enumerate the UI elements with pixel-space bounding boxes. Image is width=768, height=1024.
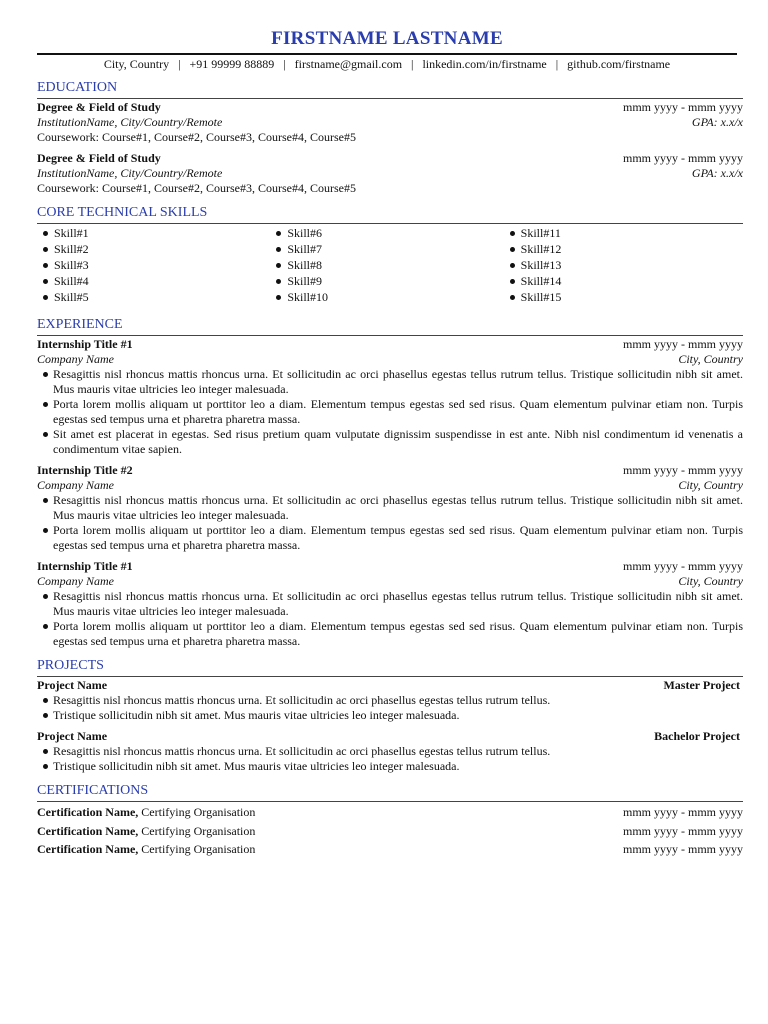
company: Company Name <box>37 478 114 492</box>
location: City, Country <box>678 574 743 588</box>
location: City, Country <box>678 352 743 366</box>
bullet-icon <box>43 295 48 300</box>
bullet-icon <box>43 749 48 754</box>
contact-location: City, Country <box>103 57 170 71</box>
resume-header <box>37 28 737 71</box>
project-type: Bachelor Project <box>654 729 740 743</box>
bullet-icon <box>43 247 48 252</box>
experience-entry <box>37 337 743 457</box>
contact-github[interactable]: github.com/firstname <box>567 57 671 71</box>
list-item: Tristique sollicitudin nibh sit amet. Mus mauris vitae ultricies leo integer malesuada. <box>43 759 743 774</box>
certification-org: Certifying Organisation <box>141 842 256 856</box>
list-item: Resagittis nisl rhoncus mattis rhoncus urna. Et sollicitudin ac orci phasellus egestas tellus rutrum tellus. Tristique sollicitudin nibh sit amet. Mus mauris vitae ultricies leo integer malesuada. <box>43 367 743 397</box>
bullet-icon <box>43 432 48 437</box>
skills-column <box>276 225 509 305</box>
certifications-section <box>37 783 743 859</box>
skill-item: Skill#14 <box>510 273 743 289</box>
certification-name: Certification Name, <box>37 823 139 838</box>
list-item: Resagittis nisl rhoncus mattis rhoncus urna. Et sollicitudin ac orci phasellus egestas tellus rutrum tellus. <box>43 744 743 759</box>
degree: Degree & Field of Study <box>37 151 161 165</box>
gpa: GPA: x.x/x <box>691 166 743 180</box>
list-item: Resagittis nisl rhoncus mattis rhoncus urna. Et sollicitudin ac orci phasellus egestas tellus rutrum tellus. Tristique sollicitudin nibh sit amet. Mus mauris vitae ultricies leo integer malesuada. <box>43 493 743 523</box>
bullet-icon <box>43 713 48 718</box>
certification-row <box>37 840 743 859</box>
bullet-list <box>37 367 743 457</box>
contact-separator: | <box>411 57 414 71</box>
bullet-icon <box>43 764 48 769</box>
institution: InstitutionName, City/Country/Remote <box>37 115 223 129</box>
bullet-icon <box>43 279 48 284</box>
bullet-icon <box>43 231 48 236</box>
list-item: Resagittis nisl rhoncus mattis rhoncus urna. Et sollicitudin ac orci phasellus egestas tellus rutrum tellus. <box>43 693 743 708</box>
skill-item: Skill#10 <box>276 289 509 305</box>
bullet-list <box>37 589 743 649</box>
bullet-icon <box>276 295 281 300</box>
bullet-icon <box>43 594 48 599</box>
skill-item: Skill#1 <box>43 225 276 241</box>
list-item: Porta lorem mollis aliquam ut porttitor leo a diam. Elementum tempus egestas sed sed risus. Quam elementum pulvinar etiam non. Turpis egestas sed tempus urna et pharetra pharetra massa. <box>43 523 743 553</box>
contact-phone[interactable]: +91 99999 88889 <box>189 57 275 71</box>
bullet-icon <box>276 231 281 236</box>
dates: mmm yyyy - mmm yyyy <box>623 337 743 351</box>
header-divider <box>37 53 737 55</box>
skills-grid <box>37 225 743 305</box>
bullet-icon <box>43 402 48 407</box>
section-title: PROJECTS <box>37 658 743 677</box>
list-item: Resagittis nisl rhoncus mattis rhoncus urna. Et sollicitudin ac orci phasellus egestas tellus rutrum tellus. Tristique sollicitudin nibh sit amet. Mus mauris vitae ultricies leo integer malesuada. <box>43 589 743 619</box>
job-title: Internship Title #1 <box>37 337 133 351</box>
skill-item: Skill#13 <box>510 257 743 273</box>
dates: mmm yyyy - mmm yyyy <box>623 842 743 856</box>
dates: mmm yyyy - mmm yyyy <box>623 823 743 838</box>
contact-linkedin[interactable]: linkedin.com/in/firstname <box>422 57 547 71</box>
project-entry <box>37 678 743 723</box>
bullet-icon <box>43 498 48 503</box>
institution: InstitutionName, City/Country/Remote <box>37 166 223 180</box>
company: Company Name <box>37 574 114 588</box>
dates: mmm yyyy - mmm yyyy <box>623 805 743 819</box>
certification-name: Certification Name, <box>37 842 139 856</box>
section-title: EXPERIENCE <box>37 317 743 336</box>
degree: Degree & Field of Study <box>37 100 161 114</box>
bullet-icon <box>43 263 48 268</box>
bullet-list <box>37 493 743 553</box>
job-title: Internship Title #1 <box>37 559 133 573</box>
skills-column <box>43 225 276 305</box>
certification-name: Certification Name, <box>37 805 139 819</box>
dates: mmm yyyy - mmm yyyy <box>623 100 743 114</box>
education-entry <box>37 151 743 196</box>
location: City, Country <box>678 478 743 492</box>
education-entry <box>37 100 743 145</box>
gpa: GPA: x.x/x <box>691 115 743 129</box>
contact-separator: | <box>178 57 181 71</box>
dates: mmm yyyy - mmm yyyy <box>623 463 743 477</box>
skill-item: Skill#8 <box>276 257 509 273</box>
company: Company Name <box>37 352 114 366</box>
contact-separator: | <box>283 57 286 71</box>
skills-column <box>510 225 743 305</box>
experience-entry <box>37 559 743 649</box>
bullet-icon <box>510 231 515 236</box>
skill-item: Skill#3 <box>43 257 276 273</box>
section-title: CORE TECHNICAL SKILLS <box>37 205 743 224</box>
bullet-icon <box>43 528 48 533</box>
projects-section <box>37 658 743 780</box>
skills-section <box>37 205 743 305</box>
page-title: FIRSTNAME LASTNAME <box>271 28 503 49</box>
bullet-icon <box>510 279 515 284</box>
project-name: Project Name <box>37 729 108 743</box>
skill-item: Skill#15 <box>510 289 743 305</box>
certification-org: Certifying Organisation <box>141 805 256 819</box>
list-item: Sit amet est placerat in egestas. Sed risus pretium quam vulputate dignissim suspendisse in est ante. Nibh nisl condimentum id venenatis a condimentum vitae sapien. <box>43 427 743 457</box>
list-item: Porta lorem mollis aliquam ut porttitor leo a diam. Elementum tempus egestas sed sed risus. Quam elementum pulvinar etiam non. Turpis egestas sed tempus urna et pharetra pharetra massa. <box>43 619 743 649</box>
skill-item: Skill#4 <box>43 273 276 289</box>
dates: mmm yyyy - mmm yyyy <box>623 559 743 573</box>
skill-item: Skill#7 <box>276 241 509 257</box>
dates: mmm yyyy - mmm yyyy <box>623 151 743 165</box>
project-type: Master Project <box>663 678 740 692</box>
skill-item: Skill#9 <box>276 273 509 289</box>
coursework: Coursework: Course#1, Course#2, Course#3, Course#4, Course#5 <box>37 181 356 195</box>
certification-org: Certifying Organisation <box>141 823 256 838</box>
bullet-icon <box>276 247 281 252</box>
skill-item: Skill#2 <box>43 241 276 257</box>
list-item: Porta lorem mollis aliquam ut porttitor leo a diam. Elementum tempus egestas sed sed risus. Quam elementum pulvinar etiam non. Turpis egestas sed tempus urna et pharetra pharetra massa. <box>43 397 743 427</box>
education-section <box>37 80 743 202</box>
contact-line <box>37 57 737 71</box>
skill-item: Skill#12 <box>510 241 743 257</box>
list-item: Tristique sollicitudin nibh sit amet. Mus mauris vitae ultricies leo integer malesuada. <box>43 708 743 723</box>
contact-separator: | <box>555 57 559 71</box>
bullet-list <box>37 693 743 723</box>
certification-row <box>37 822 743 841</box>
contact-email[interactable]: firstname@gmail.com <box>294 57 403 71</box>
coursework: Coursework: Course#1, Course#2, Course#3, Course#4, Course#5 <box>37 130 356 144</box>
bullet-icon <box>510 247 515 252</box>
project-name: Project Name <box>37 678 108 692</box>
job-title: Internship Title #2 <box>37 463 133 477</box>
section-title: EDUCATION <box>37 80 743 99</box>
skill-item: Skill#5 <box>43 289 276 305</box>
experience-entry <box>37 463 743 553</box>
bullet-icon <box>276 263 281 268</box>
skill-item: Skill#11 <box>510 225 743 241</box>
bullet-icon <box>276 279 281 284</box>
section-title: CERTIFICATIONS <box>37 783 743 802</box>
bullet-icon <box>510 263 515 268</box>
bullet-icon <box>43 698 48 703</box>
certification-row <box>37 803 743 822</box>
bullet-list <box>37 744 743 774</box>
experience-section <box>37 317 743 655</box>
project-entry <box>37 729 743 774</box>
skill-item: Skill#6 <box>276 225 509 241</box>
bullet-icon <box>43 624 48 629</box>
bullet-icon <box>510 295 515 300</box>
bullet-icon <box>43 372 48 377</box>
